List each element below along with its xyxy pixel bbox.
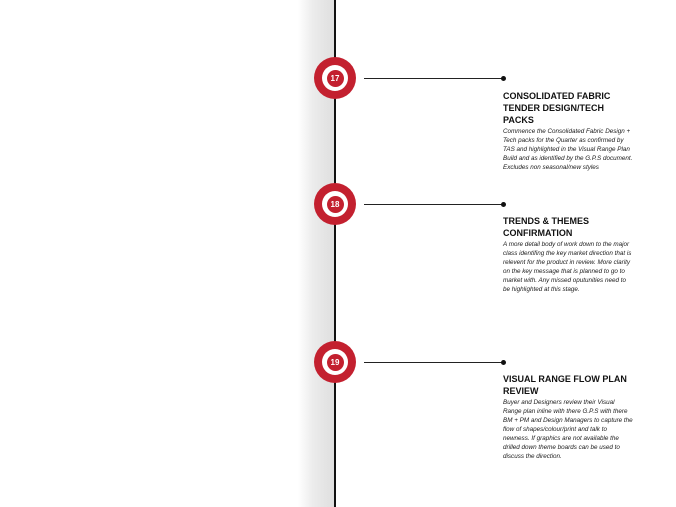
milestone-number: 17 (327, 70, 344, 87)
milestone-connector-19 (364, 362, 503, 363)
milestone-number: 18 (327, 196, 344, 213)
milestone-marker-19 (314, 341, 356, 383)
milestone-entry-19 (503, 373, 633, 461)
milestone-ring (322, 191, 348, 217)
milestone-entry-17 (503, 90, 633, 172)
milestone-marker-17 (314, 57, 356, 99)
milestone-description: Buyer and Designers review their Visual Range plan inline with there G.P.S with there BM + PM and Design Managers to capture the flow of shapes/colour/print and talk to newness. If graphics are not available the drilled down theme boards can be used to discuss the direction. (503, 399, 633, 460)
milestone-connector-17 (364, 78, 503, 79)
milestone-description: Commence the Consolidated Fabric Design + Tech packs for the Quarter as confirmed by TAS and highlighted in the Visual Range Plan Build and as identified by the G.P.S document. Excludes non seasonal/new styles (503, 128, 633, 171)
milestone-ring (322, 349, 348, 375)
milestone-description: A more detail body of work down to the major class identifing the key market direction that is relevent for the product in review. More clarity on the key message that is planned to go to market with. Any missed oputunities need to be highlighted at this stage. (503, 241, 632, 293)
milestone-connector-18 (364, 204, 503, 205)
milestone-title: VISUAL RANGE FLOW PLAN REVIEW (503, 374, 627, 396)
milestone-marker-18 (314, 183, 356, 225)
milestone-number: 19 (327, 354, 344, 371)
connector-end-dot (501, 360, 506, 365)
milestone-entry-18 (503, 215, 633, 294)
milestone-title: CONSOLIDATED FABRIC TENDER DESIGN/TECH PACKS (503, 91, 611, 125)
connector-end-dot (501, 202, 506, 207)
connector-end-dot (501, 76, 506, 81)
milestone-ring (322, 65, 348, 91)
milestone-title: TRENDS & THEMES CONFIRMATION (503, 216, 590, 238)
